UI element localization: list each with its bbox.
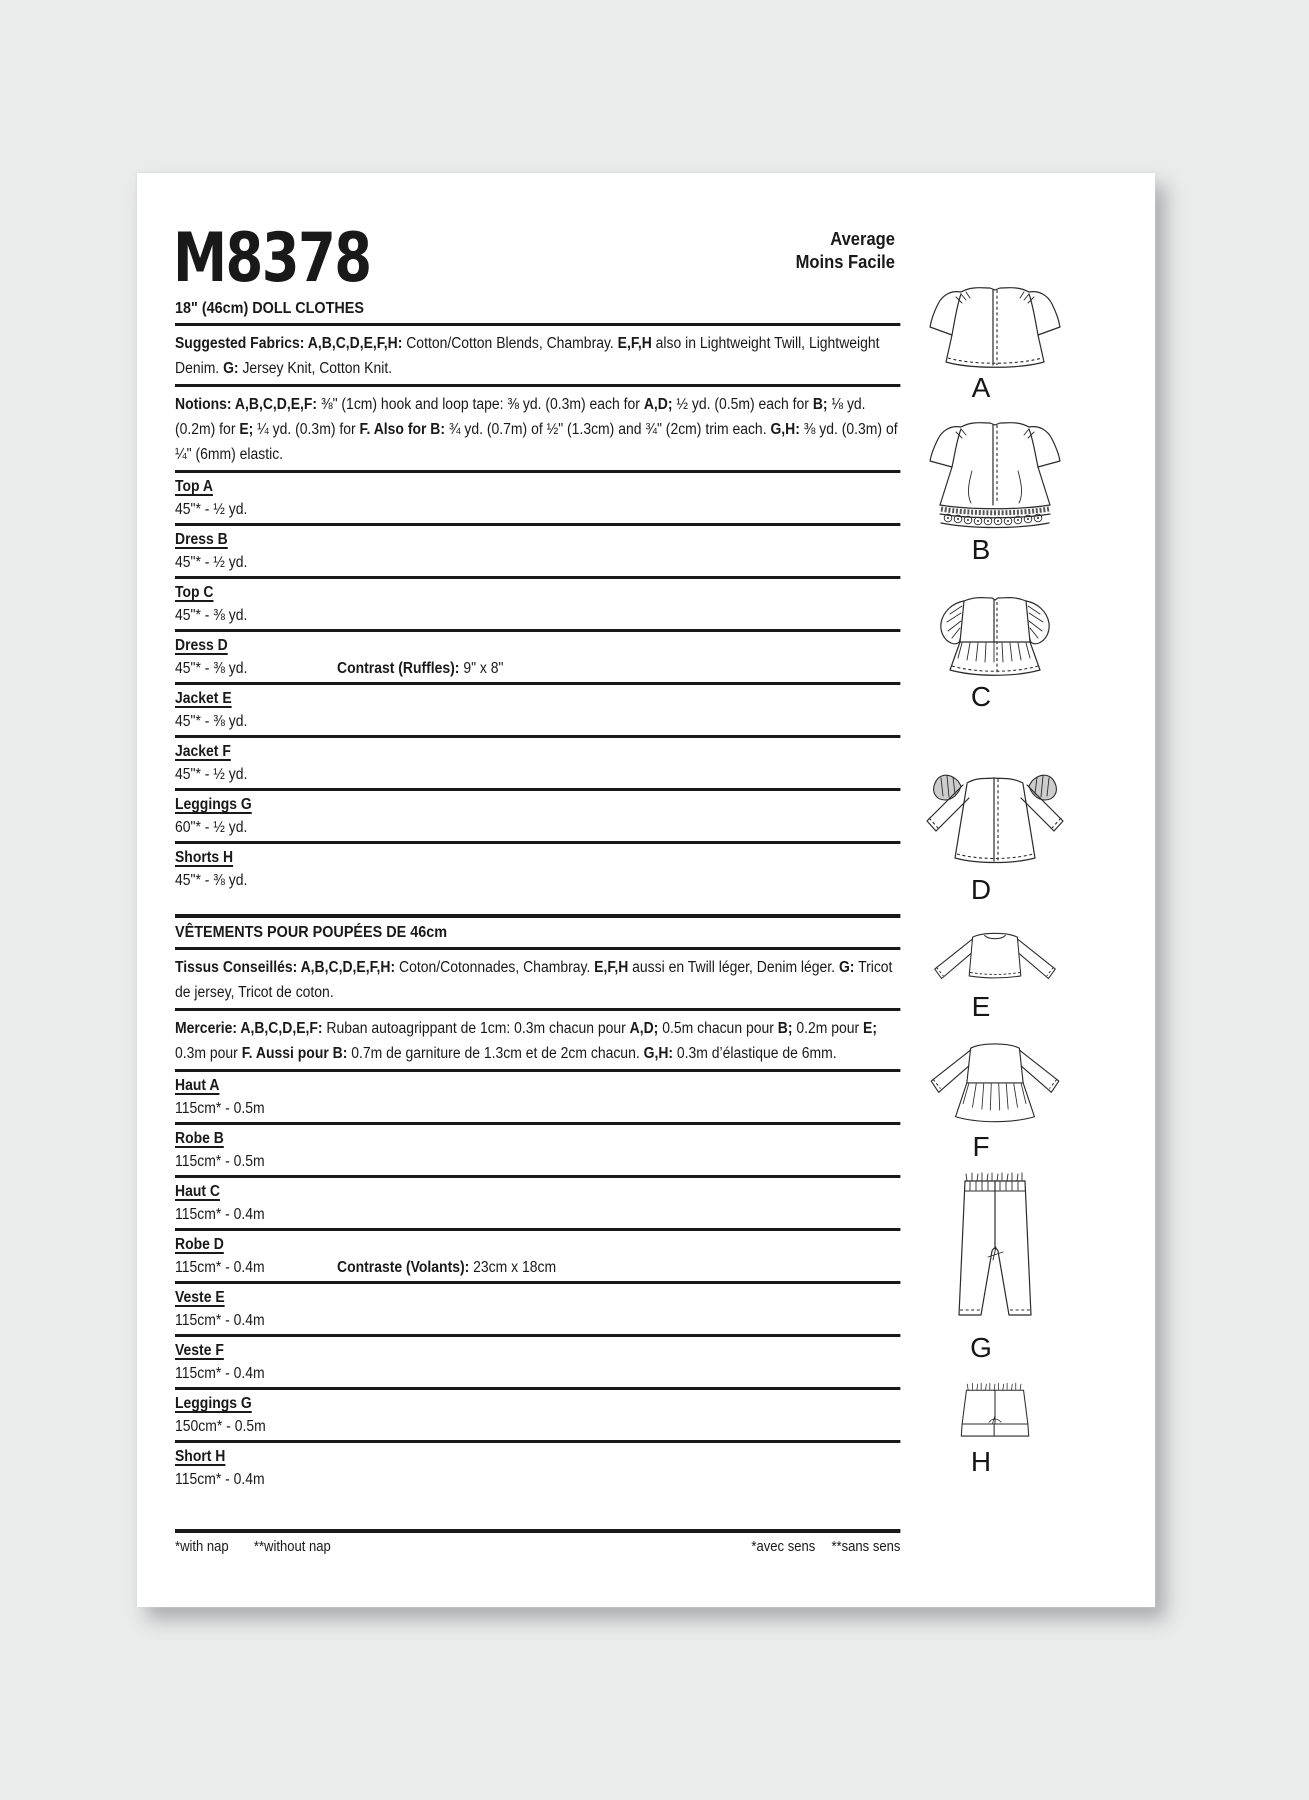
- figure-jacket-f: [895, 1036, 1095, 1162]
- pattern-number: M8378: [173, 219, 371, 298]
- figure-jacket-e: [895, 926, 1095, 1022]
- garment-yardage: 45"* - ⅜ yd.: [175, 872, 248, 889]
- table-row: [175, 844, 900, 894]
- garment-a-line-art: [900, 277, 1090, 369]
- garment-name: Top C: [175, 584, 214, 601]
- table-row: [175, 1231, 900, 1284]
- garment-e-line-art: [895, 926, 1095, 988]
- contrast-value: 23cm x 18cm: [469, 1259, 557, 1276]
- figure-label-d: D: [970, 874, 992, 905]
- garment-name: Shorts H: [175, 849, 234, 866]
- pattern-envelope-back: [137, 173, 1155, 1607]
- nap-footnotes: [175, 1529, 900, 1556]
- instructions-column: [175, 299, 900, 1556]
- garment-name: Veste E: [175, 1289, 225, 1306]
- difficulty-french: Moins Facile: [795, 252, 895, 272]
- garment-yardage: 115cm* - 0.4m: [175, 1206, 265, 1223]
- table-row: [175, 579, 900, 632]
- garment-name: Dress B: [175, 531, 228, 548]
- garment-yardage: 115cm* - 0.5m: [175, 1153, 265, 1170]
- figure-top-c: [895, 588, 1095, 712]
- garment-name: Robe B: [175, 1130, 224, 1147]
- footnote-sans-sens: **sans sens: [831, 1539, 901, 1555]
- contrast-value: 9" x 8": [459, 660, 504, 677]
- garment-b-line-art: [900, 413, 1090, 531]
- garment-yardage: 115cm* - 0.4m: [175, 1365, 265, 1382]
- difficulty-english: Average: [830, 229, 895, 249]
- table-row: [175, 1072, 900, 1125]
- table-row: [175, 526, 900, 579]
- garment-f-line-art: [895, 1036, 1095, 1128]
- footnote-avec-sens: *avec sens: [751, 1539, 816, 1555]
- table-row: [175, 738, 900, 791]
- figure-label-g: G: [970, 1332, 992, 1363]
- footnote-without-nap: **without nap: [253, 1539, 331, 1555]
- garment-name: Leggings G: [175, 1395, 252, 1412]
- garment-yardage: 45"* - ½ yd.: [175, 501, 248, 518]
- garment-d-line-art: [895, 766, 1095, 871]
- figure-label-f: F: [972, 1131, 990, 1162]
- french-suggested-fabrics: Tissus Conseillés: A,B,C,D,E,F,H: Coton/Cotonnades, Chambray. E,F,H aussi en Twill léger, Denim léger. G: Tricot de jersey, Tricot de coton.: [175, 950, 900, 1011]
- english-notions: Notions: A,B,C,D,E,F: ⅜" (1cm) hook and loop tape: ⅜ yd. (0.3m) each for A,D; ½ yd. (0.5m) each for B; ⅛ yd. (0.2m) for E; ¼ yd. (0.3m) for F. Also for B: ¾ yd. (0.7m) of ½" (1.3cm) and ¾" (2cm) trim each. G,H: ⅜ yd. (0.3m) of ¼" (6mm) elastic.: [175, 387, 900, 473]
- french-notions: Mercerie: A,B,C,D,E,F: Ruban autoagrippant de 1cm: 0.3m chacun pour A,D; 0.5m chacun pour B; 0.2m pour E; 0.3m pour F. Aussi pour B: 0.7m de garniture de 1.3cm et de 2cm chacun. G,H: 0.3m d’élastique de 6mm.: [175, 1011, 900, 1072]
- english-heading: 18" (46cm) DOLL CLOTHES: [175, 299, 900, 326]
- garment-name: Haut A: [175, 1077, 220, 1094]
- garment-yardage: 115cm* - 0.4m: [175, 1312, 265, 1329]
- garment-yardage: 45"* - ½ yd.: [175, 554, 248, 571]
- garment-yardage: 115cm* - 0.4m: [175, 1471, 265, 1488]
- figure-label-a: A: [971, 372, 991, 403]
- table-row: [175, 1443, 900, 1493]
- garment-illustrations: [895, 173, 1095, 1607]
- garment-name: Jacket E: [175, 690, 232, 707]
- difficulty-badge: [601, 228, 895, 274]
- garment-yardage: 115cm* - 0.5m: [175, 1100, 265, 1117]
- figure-dress-b: [895, 413, 1095, 565]
- table-row: [175, 791, 900, 844]
- garment-yardage: 115cm* - 0.4m: [175, 1259, 265, 1276]
- garment-name: Top A: [175, 478, 213, 495]
- garment-name: Leggings G: [175, 796, 252, 813]
- garment-yardage: 60"* - ½ yd.: [175, 819, 248, 836]
- figure-shorts-h: [895, 1379, 1095, 1477]
- garment-name: Short H: [175, 1448, 226, 1465]
- garment-name: Veste F: [175, 1342, 224, 1359]
- garment-name: Haut C: [175, 1183, 220, 1200]
- garment-yardage: 45"* - ⅜ yd.: [175, 713, 248, 730]
- table-row: [175, 1390, 900, 1443]
- garment-name: Robe D: [175, 1236, 224, 1253]
- figure-label-e: E: [971, 991, 991, 1022]
- contrast-label: Contraste (Volants):: [337, 1259, 470, 1276]
- contrast-label: Contrast (Ruffles):: [337, 660, 460, 677]
- figure-leggings-g: [895, 1167, 1095, 1363]
- figure-label-h: H: [970, 1446, 992, 1477]
- garment-name: Jacket F: [175, 743, 231, 760]
- table-row: [175, 1125, 900, 1178]
- figure-label-c: C: [970, 681, 992, 712]
- table-row: [175, 1284, 900, 1337]
- garment-yardage: 45"* - ⅜ yd.: [175, 660, 248, 677]
- garment-yardage: 150cm* - 0.5m: [175, 1418, 266, 1435]
- garment-yardage: 45"* - ⅜ yd.: [175, 607, 248, 624]
- table-row: [175, 1337, 900, 1390]
- table-row: [175, 632, 900, 685]
- garment-g-line-art: [920, 1167, 1070, 1329]
- table-row: [175, 473, 900, 526]
- garment-yardage: 45"* - ½ yd.: [175, 766, 248, 783]
- figure-dress-d: [895, 766, 1095, 905]
- footnote-with-nap: *with nap: [175, 1539, 229, 1555]
- garment-h-line-art: [920, 1379, 1070, 1443]
- garment-name: Dress D: [175, 637, 228, 654]
- table-row: [175, 1178, 900, 1231]
- figure-label-b: B: [971, 534, 991, 565]
- french-heading: VÊTEMENTS POUR POUPÉES DE 46cm: [175, 914, 900, 950]
- garment-c-line-art: [900, 588, 1090, 678]
- english-suggested-fabrics: Suggested Fabrics: A,B,C,D,E,F,H: Cotton/Cotton Blends, Chambray. E,F,H also in Lightweight Twill, Lightweight Denim. G: Jersey Knit, Cotton Knit.: [175, 326, 900, 387]
- figure-top-a: [895, 277, 1095, 403]
- table-row: [175, 685, 900, 738]
